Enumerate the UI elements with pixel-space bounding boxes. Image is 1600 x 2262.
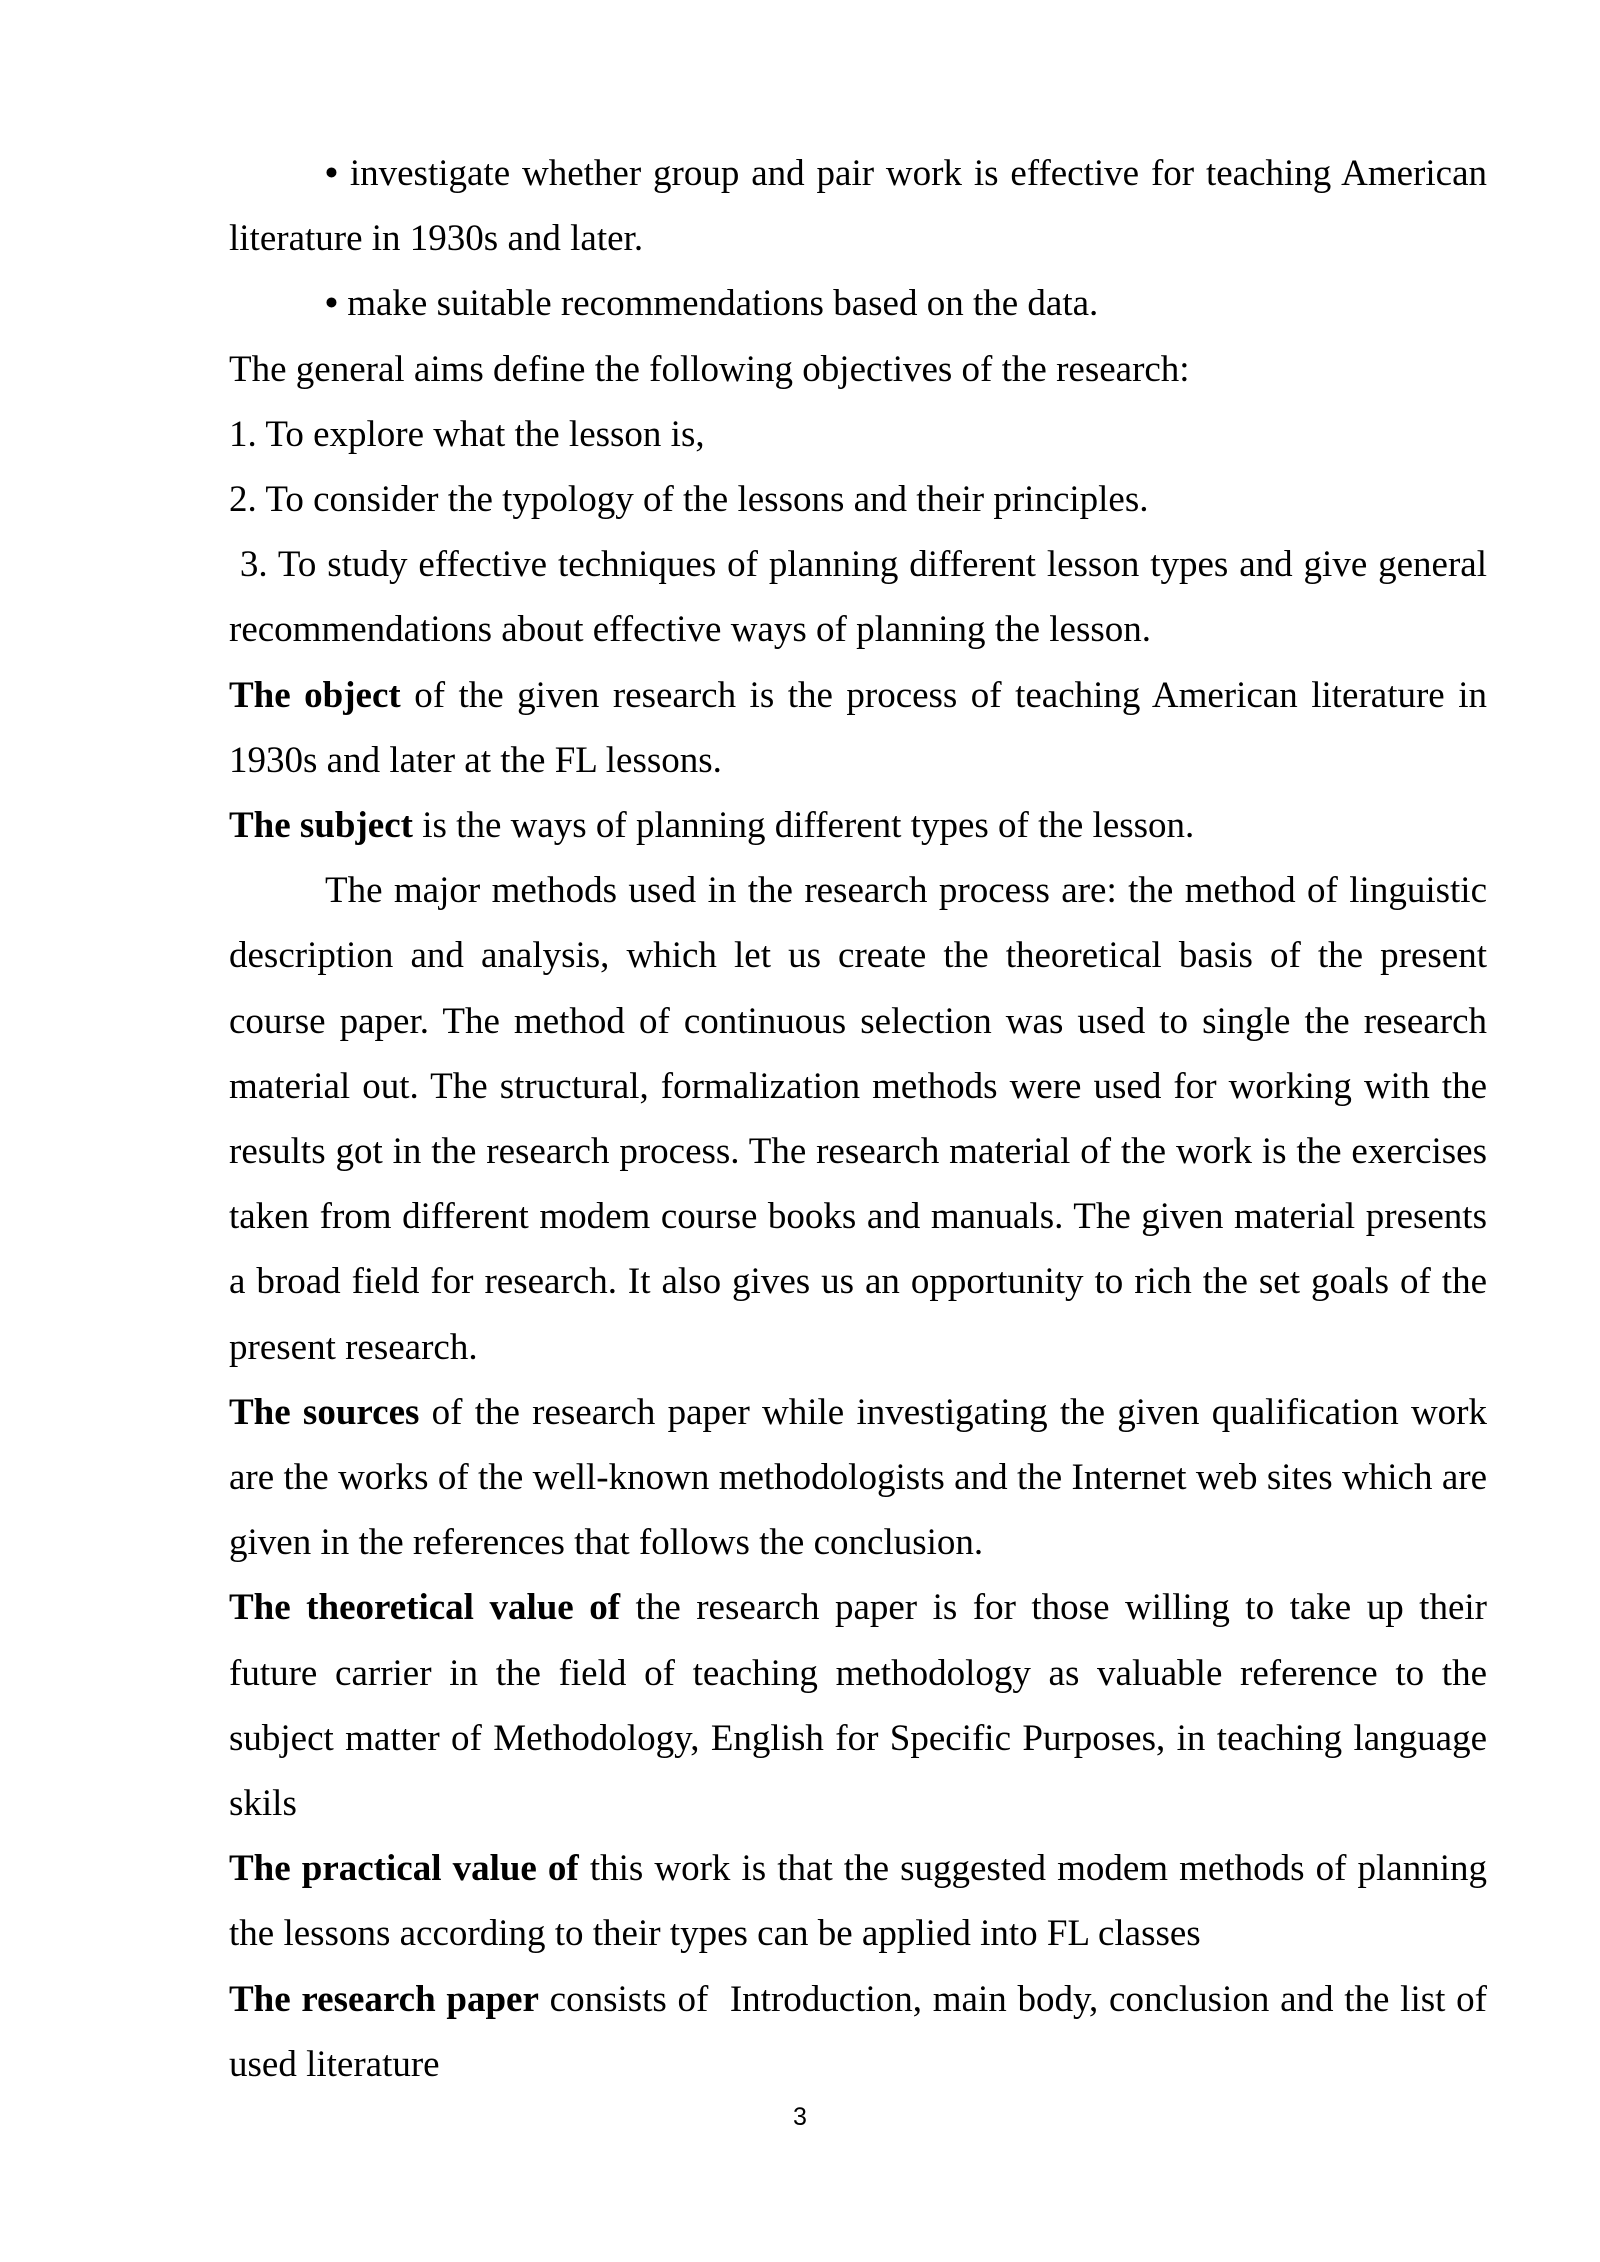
bullet-marker: • [325, 153, 338, 194]
objectives-intro: The general aims define the following objectives of the research: [229, 348, 1190, 390]
object-paragraph [229, 663, 1487, 793]
page-number: 3 [793, 2103, 807, 2131]
bullet-text: make suitable recommendations based on the data. [347, 283, 1099, 325]
objective-item: 1. To explore what the lesson is, [229, 413, 705, 455]
subject-text: is the ways of planning different types of the lesson. [412, 805, 1195, 847]
research-paper-text: consists of Introduction, main body, conclusion and the list of used literature [229, 1978, 1497, 2085]
objective-item: 2. To consider the typology of the lessons and their principles. [229, 479, 1149, 521]
bullet-marker: • [325, 283, 338, 325]
practical-value-lead: The practical value of [229, 1848, 579, 1890]
practical-value-text: this work is that the suggested modem methods of planning the lessons according to their types can be applied into FL classes [229, 1848, 1487, 1955]
theoretical-value-text: the research paper is for those willing to take up their future carrier in the field of teaching methodology as valuable reference to the subject matter of Methodology, English for Specific Purposes, in teaching language skils [229, 1587, 1487, 1825]
bullet-item [229, 271, 1487, 336]
sources-paragraph [229, 1380, 1487, 1576]
sources-text: of the research paper while investigating the given qualification work are the works of the well-known methodologists and the Internet web sites which are given in the references that follows the conclusion. [229, 1391, 1488, 1564]
research-paper-paragraph [229, 1967, 1497, 2097]
practical-value-paragraph [229, 1836, 1487, 1966]
research-paper-lead: The research paper [229, 1978, 539, 2020]
methods-paragraph: The major methods used in the research process are: the method of linguistic description and analysis, which let us create the theoretical basis of the present course paper. The method of continuous selection was used to single the research material out. The structural, formalization methods were used for working with the results got in the research process. The research material of the work is the exercises taken from different modem course books and manuals. The given material presents a broad field for research. It also gives us an opportunity to rich the set goals of the present research. [229, 870, 1487, 1368]
theoretical-value-lead: The theoretical value of [229, 1587, 621, 1629]
object-lead: The object [229, 674, 401, 716]
page-body [229, 141, 1497, 2097]
sources-lead: The sources [229, 1391, 420, 1433]
bullet-item [229, 141, 1487, 271]
object-text: of the given research is the process of teaching American literature in 1930s and later at the FL lessons. [229, 674, 1487, 781]
objective-item: 3. To study effective techniques of planning different lesson types and give general recommendations about effective ways of planning the lesson. [229, 544, 1497, 651]
bullet-text: investigate whether group and pair work is effective for teaching American literature in 1930s and later. [229, 153, 1487, 260]
theoretical-value-paragraph [229, 1575, 1487, 1836]
subject-lead: The subject [229, 805, 413, 847]
subject-paragraph [229, 793, 1487, 858]
